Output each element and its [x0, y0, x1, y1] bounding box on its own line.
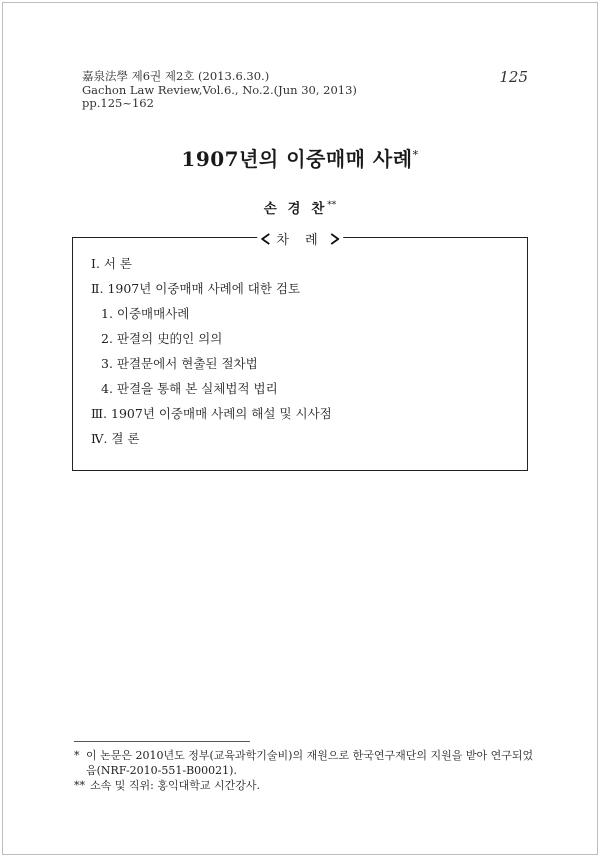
footnote-affiliation: [74, 778, 534, 793]
page-number: 125: [499, 68, 528, 86]
paper-title: [0, 143, 600, 172]
toc-item-review[interactable]: Ⅱ. 1907년 이중매매 사례에 대한 검토: [91, 281, 301, 296]
toc-item-substantive-law[interactable]: 4. 판결을 통해 본 실체법적 법리: [101, 381, 278, 396]
journal-name-english: Gachon Law Review,Vol.6., No.2.(Jun 30, 2013): [82, 82, 357, 97]
journal-name-korean: 嘉泉法學 제6권 제2호 (2013.6.30.): [82, 69, 270, 83]
title-footnote-mark: *: [412, 148, 419, 162]
toc-item-conclusion[interactable]: Ⅳ. 결 론: [91, 431, 140, 446]
angle-right-icon: [330, 233, 339, 245]
author: [0, 197, 600, 217]
footnote-text: 이 논문은 2010년도 정부(교육과학기술비)의 재원으로 한국연구재단의 지원을 받아 연구되었음(NRF-2010-551-B00021).: [86, 749, 534, 777]
toc-item-commentary[interactable]: Ⅲ. 1907년 이중매매 사례의 해설 및 시사점: [91, 406, 332, 421]
toc-item-case[interactable]: 1. 이중매매사례: [101, 306, 190, 321]
author-name: 손 경 찬: [263, 201, 328, 217]
toc-heading-label: 차 례: [276, 233, 324, 248]
footnotes: [74, 748, 534, 793]
footnote-funding: [74, 748, 534, 778]
footnote-mark: **: [74, 779, 85, 792]
table-of-contents: [72, 233, 528, 471]
journal-info: [82, 70, 357, 111]
page-range: pp.125~162: [82, 96, 154, 110]
toc-item-intro[interactable]: Ⅰ. 서 론: [91, 256, 133, 271]
angle-left-icon: [261, 233, 270, 245]
footnote-divider: [74, 741, 250, 742]
toc-item-historical-meaning[interactable]: 2. 판결의 史的인 의의: [101, 331, 223, 346]
toc-heading: [257, 229, 343, 248]
footnote-mark: *: [74, 749, 80, 762]
author-footnote-mark: **: [327, 200, 337, 211]
paper-title-text: 1907년의 이중매매 사례: [181, 147, 413, 171]
toc-item-procedural-law[interactable]: 3. 판결문에서 현출된 절차법: [101, 356, 258, 371]
footnote-text: 소속 및 직위: 홍익대학교 시간강사.: [90, 779, 260, 792]
